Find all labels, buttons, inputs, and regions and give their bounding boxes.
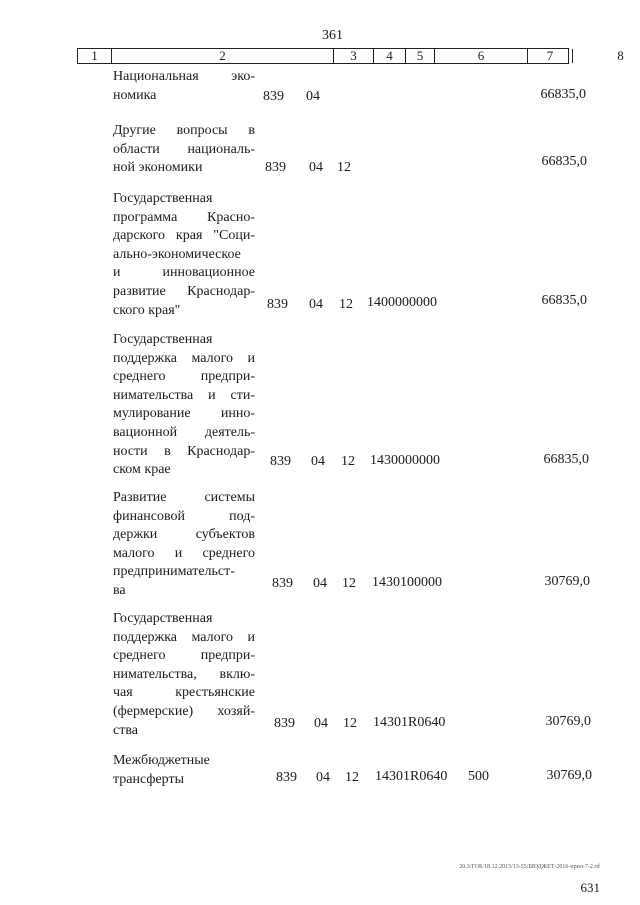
row-name	[113, 68, 255, 105]
row-name-line: поддержка малого и	[113, 629, 255, 645]
page-number-top: 361	[322, 28, 343, 43]
row-name	[113, 331, 255, 480]
column-header-3: 3	[334, 49, 374, 63]
column-header-4: 4	[374, 49, 406, 63]
row-amount: 66835,0	[543, 452, 589, 467]
row-name-line: малого и среднего	[113, 545, 255, 561]
row-name-line: Другие вопросы в	[113, 123, 255, 138]
row-code-col5: 12	[341, 454, 355, 469]
row-code-col4: 04	[316, 770, 330, 785]
row-code-col5: 12	[339, 297, 353, 312]
row-code-col6: 1430000000	[370, 453, 440, 468]
row-name-line: финансовой под-	[113, 508, 255, 524]
column-header-8: 8	[617, 48, 624, 63]
row-code-col6: 14301R0640	[373, 715, 446, 730]
footer-file-path: 20.3/ГОБ/18.12.2015/13-55/БЮДЖЕТ-2016-прил-7-2.rtf	[459, 864, 600, 870]
row-amount: 66835,0	[541, 154, 587, 169]
row-name-line: чая крестьянские	[113, 685, 255, 701]
row-name-line: Государственная	[113, 611, 213, 626]
row-name-line: дарского края "Соци-	[113, 228, 255, 244]
row-name-line: мулирование инно-	[113, 406, 255, 422]
row-name-line: нимательства и сти-	[113, 387, 255, 403]
row-name-line: ности в Краснодар-	[113, 443, 255, 459]
row-code-col3: 839	[270, 454, 291, 469]
row-code-col4: 04	[309, 160, 323, 175]
row-amount: 66835,0	[541, 293, 587, 308]
row-amount: 30769,0	[544, 574, 590, 589]
row-name-line: вационной деятель-	[113, 424, 255, 440]
row-name-line: области националь-	[113, 141, 255, 157]
row-code-col7: 500	[468, 769, 489, 784]
row-name	[113, 190, 255, 320]
row-name-line: держки субъектов	[113, 527, 255, 543]
row-name-line: среднего предпри-	[113, 648, 255, 664]
row-name-line: Государственная	[113, 332, 213, 347]
row-code-col4: 04	[311, 454, 325, 469]
row-code-col5: 12	[343, 716, 357, 731]
row-name-line: Развитие системы	[113, 490, 255, 505]
row-name-line: Межбюджетные	[113, 753, 210, 768]
row-amount: 30769,0	[546, 768, 592, 783]
row-code-col6: 1400000000	[367, 295, 437, 310]
row-code-col4: 04	[309, 297, 323, 312]
row-code-col5: 12	[345, 770, 359, 785]
row-name	[113, 752, 255, 789]
row-code-col3: 839	[267, 297, 288, 312]
row-name	[113, 122, 255, 178]
row-code-col4: 04	[313, 576, 327, 591]
row-name-line: ского края"	[113, 302, 181, 318]
row-code-col3: 839	[272, 576, 293, 591]
row-code-col6: 14301R0640	[375, 769, 448, 784]
row-name	[113, 610, 255, 740]
column-header-1: 1	[78, 49, 112, 63]
row-code-col3: 839	[276, 770, 297, 785]
row-name-line: трансферты	[113, 771, 185, 787]
row-name-line: ства	[113, 722, 138, 738]
row-amount: 30769,0	[545, 714, 591, 729]
row-name-line: Государственная	[113, 191, 213, 206]
row-name-line: программа Красно-	[113, 209, 255, 225]
column-header-7: 7	[528, 49, 573, 63]
row-name-line: среднего предпри-	[113, 369, 255, 385]
column-header-2: 2	[112, 49, 334, 63]
row-code-col3: 839	[263, 89, 284, 104]
row-code-col6: 1430100000	[372, 575, 442, 590]
row-name	[113, 489, 255, 601]
row-name-line: номика	[113, 87, 157, 103]
row-name-line: нимательства, вклю-	[113, 666, 255, 682]
column-header-row	[77, 48, 624, 64]
row-name-line: и инновационное	[113, 265, 255, 281]
row-code-col3: 839	[265, 160, 286, 175]
row-name-line: поддержка малого и	[113, 350, 255, 366]
footer-page-number: 631	[580, 880, 600, 895]
row-name-line: (фермерские) хозяй-	[113, 703, 255, 719]
row-code-col3: 839	[274, 716, 295, 731]
row-code-col4: 04	[314, 716, 328, 731]
row-name-line: развитие Краснодар-	[113, 283, 255, 299]
row-code-col4: 04	[306, 89, 320, 104]
column-header-5: 5	[406, 49, 435, 63]
row-name-line: ском крае	[113, 462, 171, 478]
row-amount: 66835,0	[540, 87, 586, 102]
row-name-line: Национальная эко-	[113, 69, 255, 84]
row-name-line: ально-экономическое	[113, 246, 241, 262]
row-name-line: ной экономики	[113, 160, 203, 176]
row-code-col5: 12	[342, 576, 356, 591]
row-code-col5: 12	[337, 160, 351, 175]
row-name-line: предпринимательст-	[113, 564, 235, 580]
column-header-6: 6	[435, 49, 528, 63]
row-name-line: ва	[113, 582, 126, 598]
